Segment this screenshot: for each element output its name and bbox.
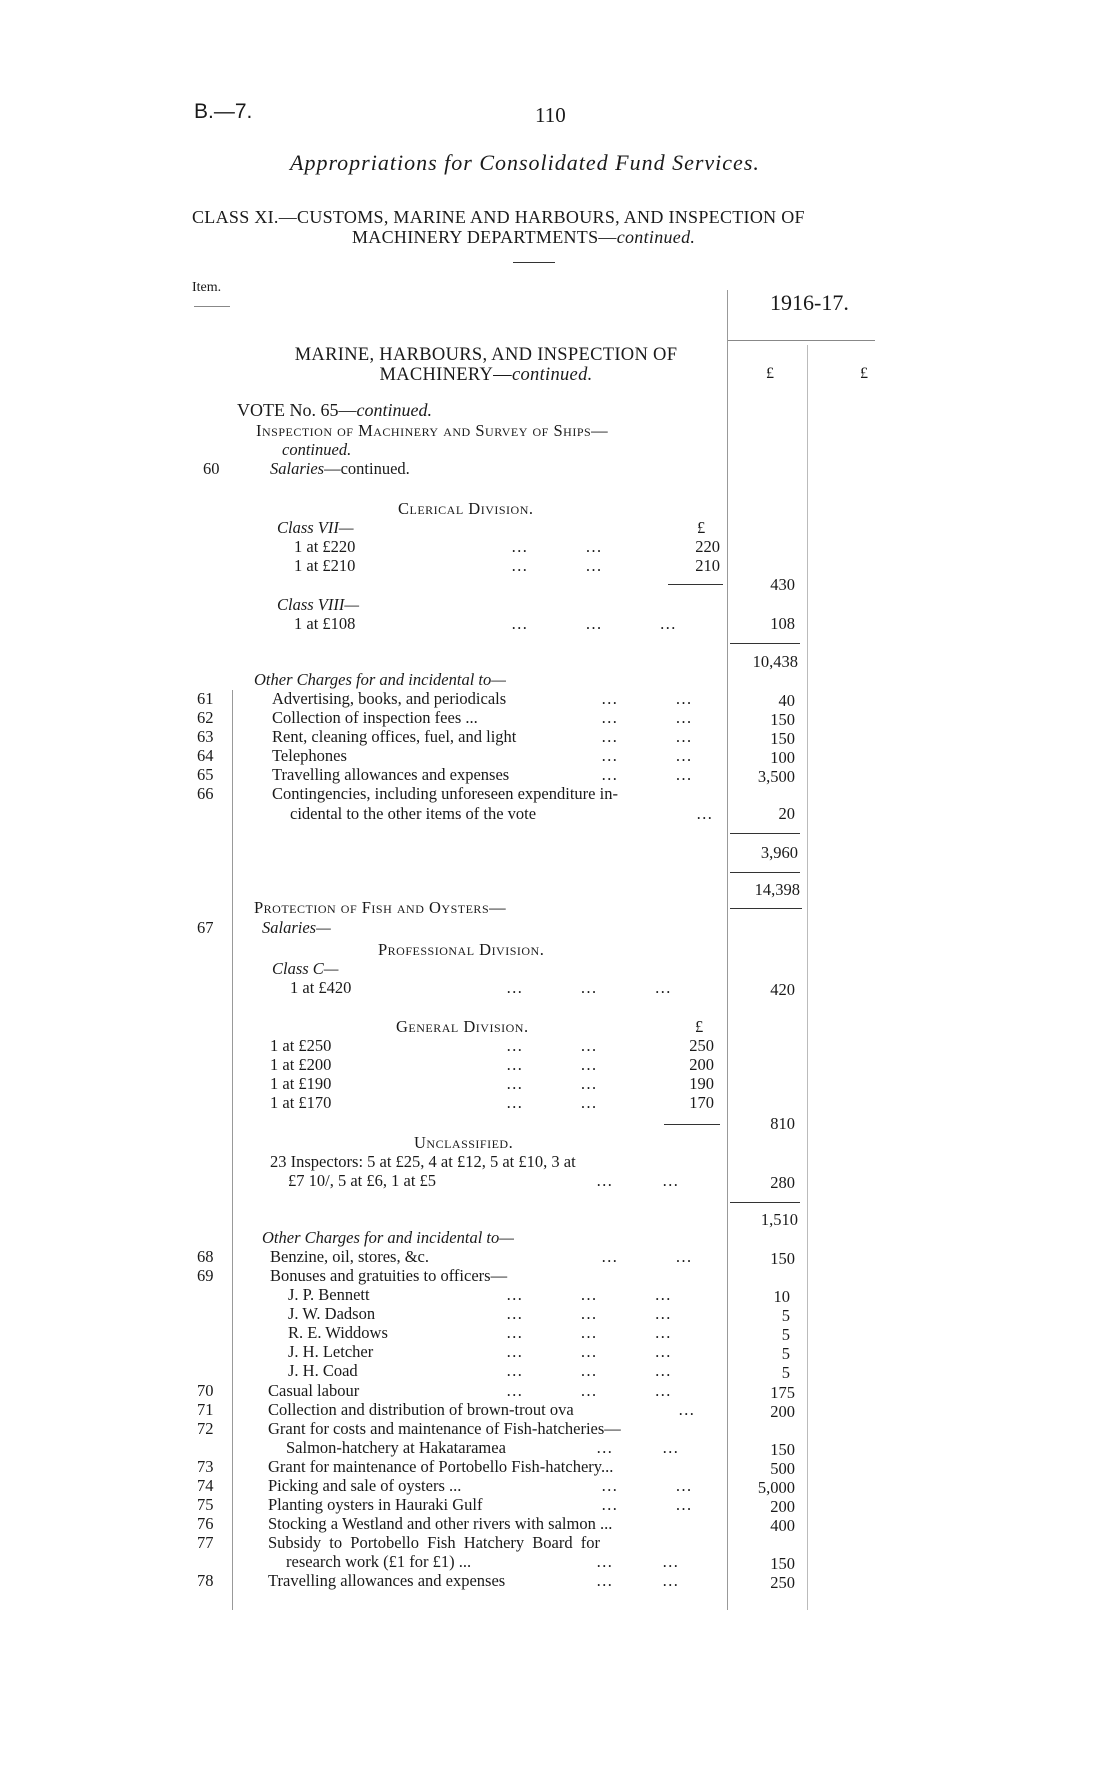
unclassified-heading: Unclassified. [414,1133,514,1152]
row-value: 210 [695,556,720,575]
item-number: 67 [197,918,214,937]
item-number: 70 [197,1381,214,1400]
row-leader: … … [511,537,602,556]
general-division-heading: General Division. [396,1017,529,1036]
inspectors-total: 280 [770,1173,795,1192]
charge-label: Travelling allowances and expenses [268,1571,506,1590]
charge-label: Casual labour [268,1381,360,1400]
row-leader: … … [596,1171,679,1190]
row-label: 1 at £220 [294,537,356,556]
charge-label: Subsidy to Portobello Fish Hatchery Board for [268,1533,600,1552]
charge-label: Grant for maintenance of Portobello Fish-hatchery... [268,1457,614,1476]
item-number: 77 [197,1533,214,1552]
vote-heading-continued: continued. [356,400,432,420]
class-heading-line2-text: MACHINERY DEPARTMENTS— [352,227,617,247]
row-leader: … … … [506,1361,671,1380]
row-label: 1 at £170 [270,1093,332,1112]
row-label: 1 at £210 [294,556,356,575]
header-rule [513,262,555,263]
document-reference: B.—7. [194,100,253,123]
row-leader: … [678,1400,695,1419]
charge-label: Grant for costs and maintenance of Fish-hatcheries— [268,1419,621,1438]
item-column-header: Item. [192,280,222,295]
row-leader: … … [601,765,692,784]
amount-column-divider-right [807,345,808,1610]
item-number: 64 [197,746,214,765]
class-heading-line2 [352,227,695,248]
class-vii-total: 430 [770,575,795,594]
contingencies-continued: cidental to the other items of the vote [290,804,537,823]
salaries-label-text: Salaries [270,459,325,478]
clerical-pound-sign: £ [697,518,706,537]
class-viii-label: Class VIII— [277,595,360,614]
charge-label: Telephones [272,746,347,765]
other-charges-total: 3,960 [760,843,798,862]
charge-label: Travelling allowances and expenses [272,765,510,784]
vote-subheading-continued: continued. [282,440,352,459]
row-leader: … … [601,708,692,727]
item-number: 76 [197,1514,214,1533]
row-leader: … … … [506,1342,671,1361]
row-leader: … … … [511,614,676,633]
row-leader: … … … [506,1323,671,1342]
charge-label: Collection and distribution of brown-trout ova [268,1400,574,1419]
row-value: 220 [695,537,720,556]
charge-sublabel: Salmon-hatchery at Hakataramea [286,1438,506,1457]
other-charges-heading: Other Charges for and incidental to— [254,670,506,689]
clerical-division-heading: Clerical Division. [398,499,534,518]
section-heading-line1: MARINE, HARBOURS, AND INSPECTION OF [294,345,678,365]
charge-label: Collection of inspection fees ... [272,708,478,727]
subtotal-rule [668,584,723,585]
subtotal-rule [664,1124,720,1125]
charge-label: Rent, cleaning offices, fuel, and light [272,727,517,746]
row-leader: … … [506,1055,597,1074]
subtotal-rule [730,1202,800,1203]
class-heading-line1: CLASS XI.—CUSTOMS, MARINE AND HARBOURS, AND INSPECTION OF [192,207,805,227]
row-value: 170 [689,1093,714,1112]
class-c-label: Class C— [272,959,339,978]
vote-heading [237,400,432,421]
item-header-rule [194,306,230,307]
bonus-value: 5 [781,1325,790,1344]
row-leader: … … … [506,978,671,997]
professional-total: 420 [770,980,795,999]
row-label: 1 at £190 [270,1074,332,1093]
bonus-recipient: J. H. Letcher [288,1342,374,1361]
inspectors-line1: 23 Inspectors: 5 at £25, 4 at £12, 5 at £10, 3 at [270,1152,576,1171]
item-number: 75 [197,1495,214,1514]
row-leader: … … [596,1552,679,1571]
year-header-rule [727,340,875,341]
salaries-label: Salaries— [262,918,331,937]
row-leader: … … [596,1571,679,1590]
salaries-total: 10,438 [752,652,798,671]
bonus-value: 5 [781,1344,790,1363]
charge-label: Benzine, oil, stores, &c. [270,1247,430,1266]
pound-column-header-2: £ [860,365,868,382]
row-leader: … … … [506,1381,671,1400]
charge-value: 150 [770,710,795,729]
class-heading-continued: continued. [616,227,696,247]
salaries-label [270,459,410,479]
other-charges-heading: Other Charges for and incidental to— [262,1228,514,1247]
class-vii-label: Class VII— [277,518,354,537]
fish-section-heading: Protection of Fish and Oysters— [254,898,507,917]
pound-column-header-1: £ [766,365,774,382]
charge-label: Bonuses and gratuities to officers— [270,1266,508,1285]
item-number: 68 [197,1247,214,1266]
charge-value: 200 [770,1402,795,1421]
item-number: 65 [197,765,214,784]
row-leader: … … … [506,1285,671,1304]
charge-value: 100 [770,748,795,767]
bonus-recipient: J. H. Coad [288,1361,358,1380]
row-leader: … … … [506,1304,671,1323]
page-title: Appropriations for Consolidated Fund Services. [290,150,760,175]
fish-salaries-total: 1,510 [760,1210,798,1229]
page-number: 110 [535,103,566,127]
charge-label: Planting oysters in Hauraki Gulf [268,1495,483,1514]
subtotal-rule [730,833,800,834]
charge-sublabel: research work (£1 for £1) ... [286,1552,472,1571]
charge-value: 5,000 [757,1478,795,1497]
row-leader: … … [601,1495,692,1514]
item-number: 60 [203,459,220,478]
salaries-label-continued: —continued. [324,459,410,478]
year-column-header: 1916-17. [770,290,849,315]
vote-heading-text: VOTE No. 65— [237,400,357,420]
bonus-value: 5 [781,1306,790,1325]
row-label: 1 at £108 [294,614,356,633]
row-value: 250 [689,1036,714,1055]
row-leader: … … [601,1247,692,1266]
item-number: 72 [197,1419,214,1438]
item-number: 74 [197,1476,214,1495]
charge-value: 400 [770,1516,795,1535]
section-heading-line2 [262,365,710,386]
item-number: 71 [197,1400,214,1419]
charge-value: 175 [770,1383,795,1402]
vote-subheading: Inspection of Machinery and Survey of Ships— [256,421,609,440]
charge-label: Picking and sale of oysters ... [268,1476,462,1495]
row-label: 1 at £250 [270,1036,332,1055]
row-leader: … … [506,1036,597,1055]
row-leader: … … [506,1093,597,1112]
item-number: 69 [197,1266,214,1285]
item-column-divider [232,690,233,1610]
general-total: 810 [770,1114,795,1133]
contingencies-value: 20 [778,804,795,823]
inspectors-line2: £7 10/, 5 at £6, 1 at £5 [288,1171,437,1190]
item-number: 66 [197,784,214,803]
charge-label: Advertising, books, and periodicals [272,689,507,708]
vote-subtotal: 14,398 [754,880,800,899]
charge-label: Stocking a Westland and other rivers with salmon ... [268,1514,613,1533]
charge-value: 150 [770,729,795,748]
row-leader: … … [601,1476,692,1495]
charge-value: 150 [770,1554,795,1573]
bonus-recipient: J. P. Bennett [288,1285,370,1304]
row-leader: … … [506,1074,597,1093]
row-leader: … … [601,727,692,746]
item-number: 63 [197,727,214,746]
charge-value: 3,500 [757,767,795,786]
item-number: 78 [197,1571,214,1590]
row-leader: … … [601,746,692,765]
charge-value: 150 [770,1249,795,1268]
charge-value: 250 [770,1573,795,1592]
row-leader: … [696,804,713,823]
row-leader: … … [511,556,602,575]
bonus-value: 10 [773,1287,790,1306]
charge-value: 200 [770,1497,795,1516]
row-value: 190 [689,1074,714,1093]
row-leader: … … [601,689,692,708]
item-number: 73 [197,1457,214,1476]
charge-label: Contingencies, including unforeseen expenditure in- [272,784,618,803]
item-number: 61 [197,689,214,708]
professional-division-heading: Professional Division. [378,940,545,959]
class-viii-total: 108 [770,614,795,633]
bonus-recipient: J. W. Dadson [288,1304,376,1323]
subtotal-rule [730,872,800,873]
row-label: 1 at £420 [290,978,352,997]
general-pound-sign: £ [695,1017,704,1036]
row-leader: … … [596,1438,679,1457]
bonus-value: 5 [781,1363,790,1382]
row-label: 1 at £200 [270,1055,332,1074]
bonus-recipient: R. E. Widdows [288,1323,388,1342]
subtotal-rule [730,643,800,644]
section-heading-continued: continued. [511,365,593,385]
row-value: 200 [689,1055,714,1074]
charge-value: 500 [770,1459,795,1478]
subtotal-rule [730,908,802,909]
section-heading-line2-text: MACHINERY— [379,365,512,385]
charge-value: 40 [778,691,795,710]
charge-value: 150 [770,1440,795,1459]
item-number: 62 [197,708,214,727]
